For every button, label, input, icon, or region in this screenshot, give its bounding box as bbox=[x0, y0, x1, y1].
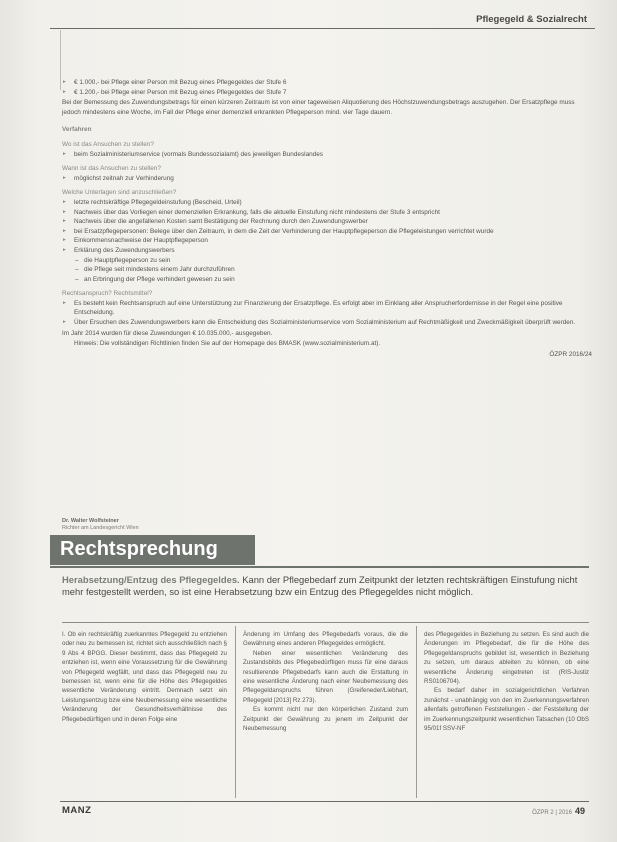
legal-question: Rechtsanspruch? Rechtsmittel? bbox=[62, 290, 153, 298]
section-title: Rechtsprechung bbox=[60, 538, 218, 560]
column-paragraph: Es bedarf daher im sozialgerichtlichen Verfahren zunächst - unabhängig von den im Zuerkennungsverfahren allenfalls getroffenen Feststellungen - der Feststellung der im Zuerkennungszeitpunkt wesentlichen Tatsachen (10 ObS 95/01f SSV-NF bbox=[424, 687, 589, 733]
running-title: Pflegegeld & Sozialrecht bbox=[476, 14, 587, 25]
documents-question: Welche Unterlagen sind anzuschließen? bbox=[62, 189, 177, 197]
source-citation: ÖZPR 2016/24 bbox=[549, 350, 592, 358]
document-bullet: ▸ bei Ersatzpflegepersonen: Belege über den Zeitraum, in dem die Zeit der Verhinderung der Hauptpflegeperson die Pflegeleistungen verrichtet wurde bbox=[62, 227, 592, 237]
hint-note: Hinweis: Die vollständigen Richtlinien finden Sie auf der Homepage des BMASK (www.sozialministerium.at). bbox=[74, 340, 381, 348]
header-rule bbox=[50, 28, 595, 29]
lead-keyword: Herabsetzung/Entzug des Pflegegeldes. bbox=[62, 574, 240, 585]
legal-bullet: ▸ Über Ersuchen des Zuwendungswerbers kann die Entscheidung des Sozialministeriumservice vom Sozialministerium auf Rechtmäßigkeit und Zweckmäßigkeit überprüft werden. bbox=[62, 318, 592, 328]
text-column-1 bbox=[62, 630, 227, 724]
amount-bullet: ▸ € 1.000,- bei Pflege einer Person mit Bezug eines Pflegegeldes der Stufe 6 bbox=[62, 78, 592, 88]
section-banner bbox=[50, 535, 255, 565]
column-paragraph: I. Ob ein rechtskräftig zuerkanntes Pflegegeld zu entziehen oder neu zu bemessen ist, richtet sich ausschließlich nach § 9 Abs 4 BPGG. Dieser bestimmt, dass das Pflegegeld zu entziehen ist, wenn eine Voraussetzung für die Gewährung von Pflegegeld wegfällt, und dass das Pflegegeld neu zu bemessen ist, wenn eine für die Höhe des Pflegegeldes wesentliche Veränderung eintritt. Demnach setzt ein Leistungsentzug bzw eine Neubemessung eine wesentliche Veränderung der Gesundheitsverhältnisse des Pflegebedürftigen und in deren Folge eine bbox=[62, 631, 227, 723]
amount-bullet: ▸ € 1.200,- bei Pflege einer Person mit Bezug eines Pflegegeldes der Stufe 7 bbox=[62, 88, 592, 98]
where-question: Wo ist das Ansuchen zu stellen? bbox=[62, 140, 154, 148]
where-bullet: ▸ beim Sozialministeriumservice (vormals Bundessozialamt) des jeweiligen Bundeslandes bbox=[62, 150, 592, 160]
journal-issue: ÖZPR 2 | 2016 bbox=[532, 810, 572, 816]
author-name: Dr. Walter Wolfsteiner bbox=[62, 518, 119, 524]
intro-paragraph: Bei der Bemessung des Zuwendungsbetrags für einen kürzeren Zeitraum ist von einer tageweisen Aliquotierung des Höchstzuwendungsbetrags auszugehen. Der Ersatzpflege muss jedoch mindestens eine Woche, im Fall der Pflege einer demenziell erkrankten Pflegeperson mind. vier Tage dauern. bbox=[62, 99, 575, 116]
declaration-item: – die Pflege seit mindestens einem Jahr durchzuführen bbox=[62, 265, 592, 275]
page-number: 49 bbox=[574, 806, 585, 816]
column-paragraph: Es kommt nicht nur den körperlichen Zustand zum Zeitpunkt der Gewährung zu jenem im Zeitpunkt der Neubemessung bbox=[243, 706, 408, 733]
procedure-heading: Verfahren bbox=[62, 126, 92, 134]
year-note: Im Jahr 2014 wurden für diese Zuwendungen € 10.035.000,- ausgegeben. bbox=[62, 329, 273, 337]
when-question: Wann ist das Ansuchen zu stellen? bbox=[62, 165, 161, 173]
columns-rule bbox=[62, 622, 589, 623]
column-paragraph: des Pflegegeldes in Beziehung zu setzen. Es sind auch die Änderungen im Pflegebedarf, die für die Höhe des Pflegegeldanspruchs gebildet ist, wesentlich in Beziehung zu setzen, um daraus ableiten zu können, ob eine wesentliche Änderung eingetreten ist (RIS-Justiz RS0106704). bbox=[424, 631, 589, 686]
document-bullet: ▸ Nachweis über die angefallenen Kosten samt Bestätigung der Rechnung durch den Zuwendungswerber bbox=[62, 217, 592, 227]
text-column-2 bbox=[243, 630, 408, 733]
lead-text: Kann der Pflegebedarf zum Zeitpunkt der letzten rechtskräftigen Einstufung nicht mehr festgestellt werden, so ist eine Herabsetzung bzw ein Entzug des Pflegegeldes nicht möglich. bbox=[62, 574, 578, 597]
document-bullet: ▸ Erklärung des Zuwendungswerbers bbox=[62, 246, 592, 256]
declaration-item: – an Erbringung der Pflege verhindert gewesen zu sein bbox=[62, 275, 592, 285]
author-affiliation: Richter am Landesgericht Wien bbox=[62, 524, 139, 531]
document-bullet: ▸ Einkommensnachweise der Hauptpflegeperson bbox=[62, 236, 592, 246]
frame-line bbox=[60, 30, 61, 90]
document-bullet: ▸ Nachweis über das Vorliegen einer demenziellen Erkrankung, falls die aktuelle Einstufung nicht mindestens der Stufe 3 entspricht bbox=[62, 208, 592, 218]
text-column-3 bbox=[424, 630, 589, 733]
banner-rule bbox=[50, 566, 589, 568]
footer-page-info bbox=[532, 806, 585, 816]
notice-content bbox=[62, 78, 592, 359]
lead-paragraph bbox=[62, 574, 587, 597]
column-paragraph: Änderung im Umfang des Pflegebedarfs voraus, die die Gewährung eines anderen Pflegegeldes ermöglicht. bbox=[243, 631, 408, 648]
publisher-logo: MANZ bbox=[62, 805, 92, 816]
column-separator bbox=[416, 626, 417, 798]
column-paragraph: Neben einer wesentlichen Veränderung des Zustandsbilds des Pflegebedürftigen muss für eine daraus resultierende Pflegebedarfs kann auch die Erstattung in eine wesentliche Änderung nach einer Neubemessung des Pflegegeldanspruchs führen (Greifeneder/Liebhart, Pflegegeld [2013] Rz 273). bbox=[243, 649, 408, 704]
document-bullet: ▸ letzte rechtskräftige Pflegegeldeinstufung (Bescheid, Urteil) bbox=[62, 198, 592, 208]
author-block bbox=[62, 518, 139, 531]
column-separator bbox=[235, 626, 236, 798]
when-bullet: ▸ möglichst zeitnah zur Verhinderung bbox=[62, 174, 592, 184]
declaration-item: – die Hauptpflegeperson zu sein bbox=[62, 256, 592, 266]
legal-bullet: ▸ Es besteht kein Rechtsanspruch auf eine Unterstützung zur Finanzierung der Ersatzpflege. Es erfolgt aber im Einklang aller Ansprucherfordernisse in der Regel eine positive Entscheidung. bbox=[62, 299, 592, 318]
footer-rule bbox=[60, 801, 589, 802]
